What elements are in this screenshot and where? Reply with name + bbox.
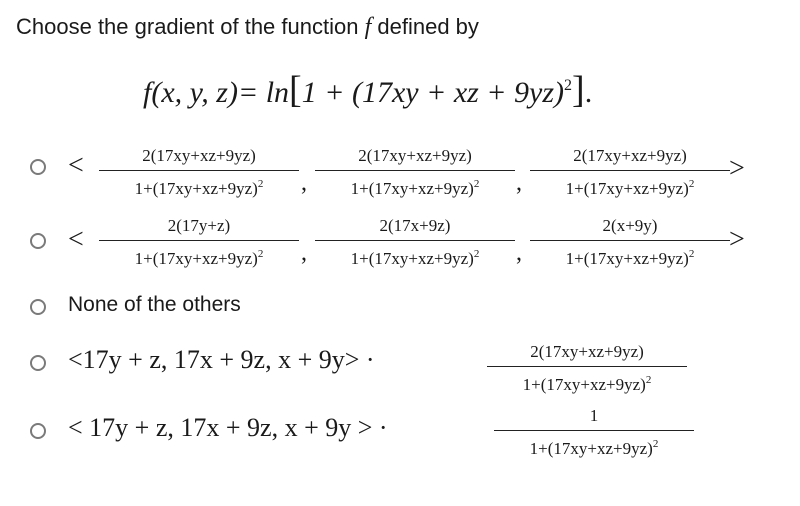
option-e-fraction [494, 405, 694, 460]
option-a-frac2-exp: 2 [473, 178, 480, 190]
option-b-frac3-den: 1+(17xy+xz+9yz) [565, 249, 689, 268]
option-d-frac-den: 1+(17xy+xz+9yz) [522, 375, 646, 394]
option-a-frac3-num: 2(17xy+xz+9yz) [573, 146, 687, 165]
formula-end: . [584, 76, 593, 109]
option-a-frac3-exp: 2 [688, 178, 695, 190]
option-a-frac1-exp: 2 [257, 178, 264, 190]
option-c-label: None of the others [68, 293, 241, 316]
question-prefix: Choose the gradient of the function [16, 14, 359, 39]
option-a-comma-1: , [301, 170, 307, 196]
option-b-fraction-3 [530, 215, 730, 270]
option-e-radio[interactable] [30, 423, 46, 439]
question-text [16, 14, 479, 41]
option-b-frac2-num: 2(17x+9z) [379, 216, 451, 235]
option-e-vector: < 17y + z, 17x + 9z, x + 9y > · [68, 413, 388, 442]
option-b-frac3-num: 2(x+9y) [602, 216, 658, 235]
option-a-frac1-num: 2(17xy+xz+9yz) [142, 146, 256, 165]
option-b-frac1-exp: 2 [257, 248, 264, 260]
option-d-radio[interactable] [30, 355, 46, 371]
option-b-comma-2: , [516, 240, 522, 266]
option-b-fraction-2 [315, 215, 515, 270]
formula-inner: 1 + (17xy + xz + 9yz) [301, 76, 565, 109]
option-e-frac-exp: 2 [652, 438, 659, 450]
option-a-fraction-2 [315, 145, 515, 200]
formula-exponent: 2 [564, 77, 573, 94]
option-e-frac-den: 1+(17xy+xz+9yz) [529, 439, 653, 458]
question-suffix: defined by [377, 14, 479, 39]
option-d-vector: <17y + z, 17x + 9z, x + 9y> · [68, 345, 375, 374]
option-c-radio[interactable] [30, 299, 46, 315]
option-a-close-angle: > [729, 153, 745, 184]
option-b-close-angle: > [729, 224, 745, 255]
option-d-frac-exp: 2 [645, 374, 652, 386]
right-bracket: ] [572, 69, 585, 111]
formula-lhs: f(x, y, z)= ln [143, 76, 290, 109]
option-d-frac-num: 2(17xy+xz+9yz) [530, 342, 644, 361]
option-b-frac2-den: 1+(17xy+xz+9yz) [350, 249, 474, 268]
function-symbol: f [364, 14, 372, 40]
option-a-frac1-den: 1+(17xy+xz+9yz) [134, 179, 258, 198]
option-a-frac2-den: 1+(17xy+xz+9yz) [350, 179, 474, 198]
option-b-frac1-den: 1+(17xy+xz+9yz) [134, 249, 258, 268]
option-a-fraction-1 [99, 145, 299, 200]
option-a-radio[interactable] [30, 159, 46, 175]
option-a-fraction-3 [530, 145, 730, 200]
option-b-open-angle: < [68, 224, 84, 255]
option-a-open-angle: < [68, 150, 84, 181]
option-e-frac-num: 1 [589, 406, 599, 425]
option-a-frac3-den: 1+(17xy+xz+9yz) [565, 179, 689, 198]
option-b-radio[interactable] [30, 233, 46, 249]
option-b-frac2-exp: 2 [473, 248, 480, 260]
option-a-comma-2: , [516, 170, 522, 196]
option-b-frac3-exp: 2 [688, 248, 695, 260]
option-b-fraction-1 [99, 215, 299, 270]
option-a-frac2-num: 2(17xy+xz+9yz) [358, 146, 472, 165]
option-d-fraction [487, 341, 687, 396]
option-b-comma-1: , [301, 240, 307, 266]
function-formula [143, 68, 592, 112]
left-bracket: [ [289, 69, 302, 111]
option-b-frac1-num: 2(17y+z) [167, 216, 231, 235]
